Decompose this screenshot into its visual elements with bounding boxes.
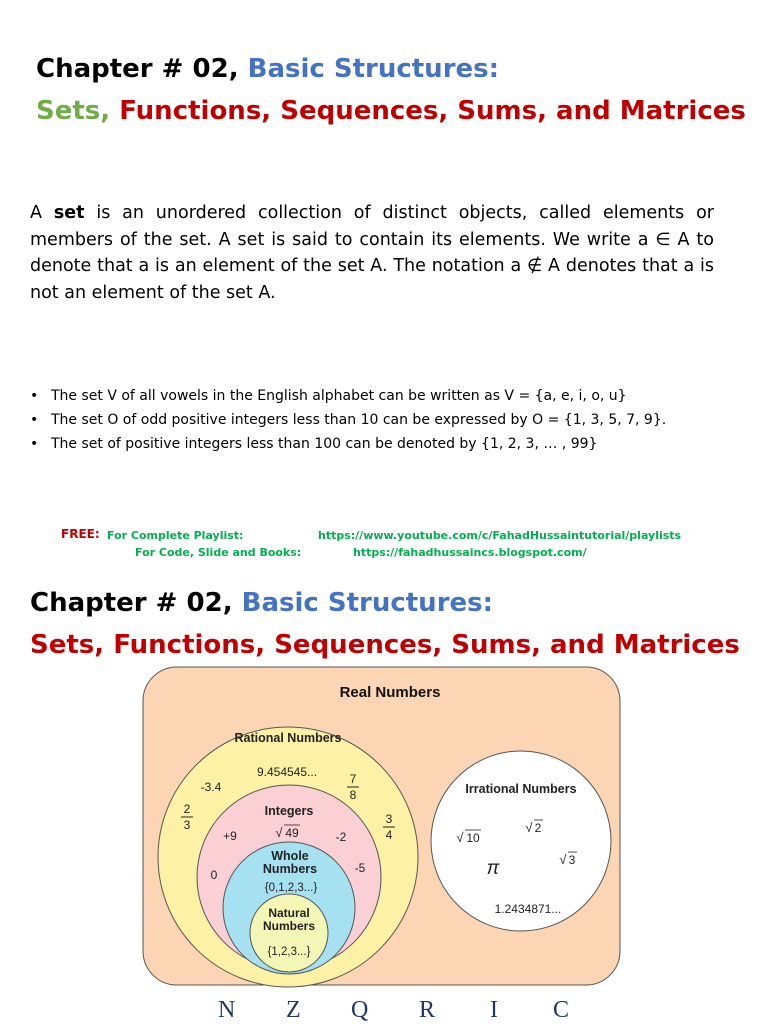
integers-label: Integers <box>264 804 314 818</box>
chapter-topic: Basic Structures: <box>247 54 500 84</box>
subtitle-sets: Sets, <box>36 96 120 126</box>
natural-set-symbol: N <box>218 997 236 1023</box>
sqrt-icon: √ <box>456 830 464 845</box>
subtitle-2: Sets, Functions, Sequences, Sums, and Matrices <box>30 630 740 660</box>
chapter-number: Chapter # 02, <box>36 54 248 84</box>
para-rest: is an unordered collection of distinct objects, called elements or members of the set. A set is said to contain its elements. We write a ∈ A to denote that a is an element of the set A. The notation a ∉ A denotes that a is not an element of the set A. <box>30 203 714 303</box>
real-set-symbol: R <box>419 997 436 1023</box>
free-label: FREE: <box>61 527 100 541</box>
irrational-example-sqrt3: 3 <box>568 853 576 867</box>
fraction-denominator: 4 <box>385 828 393 842</box>
rational-numbers-label: Rational Numbers <box>234 731 342 745</box>
whole-numbers-label-2: Numbers <box>262 862 318 876</box>
integer-set-symbol: Z <box>286 997 301 1023</box>
sqrt-icon: √ <box>559 852 567 867</box>
whole-numbers-set: {0,1,2,3...} <box>264 882 318 894</box>
natural-numbers-set: {1,2,3...} <box>267 946 311 958</box>
irrational-example-sqrt2: 2 <box>534 821 542 835</box>
integer-example-plus9: +9 <box>223 829 237 843</box>
bullet-text: The set O of odd positive integers less than 10 can be expressed by O = {1, 3, 5, 7, 9}. <box>51 412 667 428</box>
bullet-icon: • <box>30 436 39 452</box>
code-url[interactable]: https://fahadhussaincs.blogspot.com/ <box>353 546 587 559</box>
playlist-url[interactable]: https://www.youtube.com/c/FahadHussaintutorial/playlists <box>318 529 682 542</box>
sqrt-icon: √ <box>275 825 283 840</box>
bullet-icon: • <box>30 412 39 428</box>
playlist-label-text: For Complete Playlist: <box>107 529 244 542</box>
integer-example-neg5: -5 <box>354 861 366 875</box>
para-bold-set: set <box>53 203 85 223</box>
pi-icon: π <box>486 858 500 879</box>
rational-set-symbol: Q <box>351 997 369 1023</box>
real-numbers-label: Real Numbers <box>339 684 441 701</box>
irrational-example-sqrt10: 10 <box>466 831 480 845</box>
rational-example-neg: -3.4 <box>200 780 222 794</box>
fraction-denominator: 8 <box>349 788 357 802</box>
fraction-numerator: 3 <box>385 812 393 826</box>
integer-example-sqrt49: 49 <box>285 826 299 840</box>
complex-set-symbol: C <box>553 997 570 1023</box>
para-start: A <box>30 203 54 223</box>
natural-numbers-label-1: Natural <box>268 906 310 920</box>
irrational-set-symbol: I <box>490 997 498 1023</box>
chapter-number-2: Chapter # 02, <box>30 588 242 618</box>
fraction-numerator: 7 <box>349 772 357 786</box>
whole-numbers-label-1: Whole <box>271 849 309 863</box>
natural-numbers-label-2: Numbers <box>262 919 316 933</box>
rational-example-decimal: 9.454545... <box>256 765 318 779</box>
code-label-text: For Code, Slide and Books: <box>135 546 302 559</box>
irrational-example-decimal: 1.2434871... <box>494 902 562 916</box>
bullet-icon: • <box>30 388 39 404</box>
integer-example-zero: 0 <box>210 868 218 882</box>
bullet-text: The set of positive integers less than 100 can be denoted by {1, 2, 3, … , 99} <box>51 436 598 452</box>
irrational-numbers-label: Irrational Numbers <box>465 782 577 796</box>
fraction-numerator: 2 <box>183 802 191 816</box>
chapter-topic-2: Basic Structures: <box>241 588 494 618</box>
integer-example-neg2: -2 <box>335 830 347 844</box>
bullet-text: The set V of all vowels in the English alphabet can be written as V = {a, e, i, o, u} <box>51 388 627 404</box>
sqrt-icon: √ <box>525 820 533 835</box>
subtitle-rest: Functions, Sequences, Sums, and Matrices <box>119 96 746 126</box>
fraction-denominator: 3 <box>183 818 191 832</box>
